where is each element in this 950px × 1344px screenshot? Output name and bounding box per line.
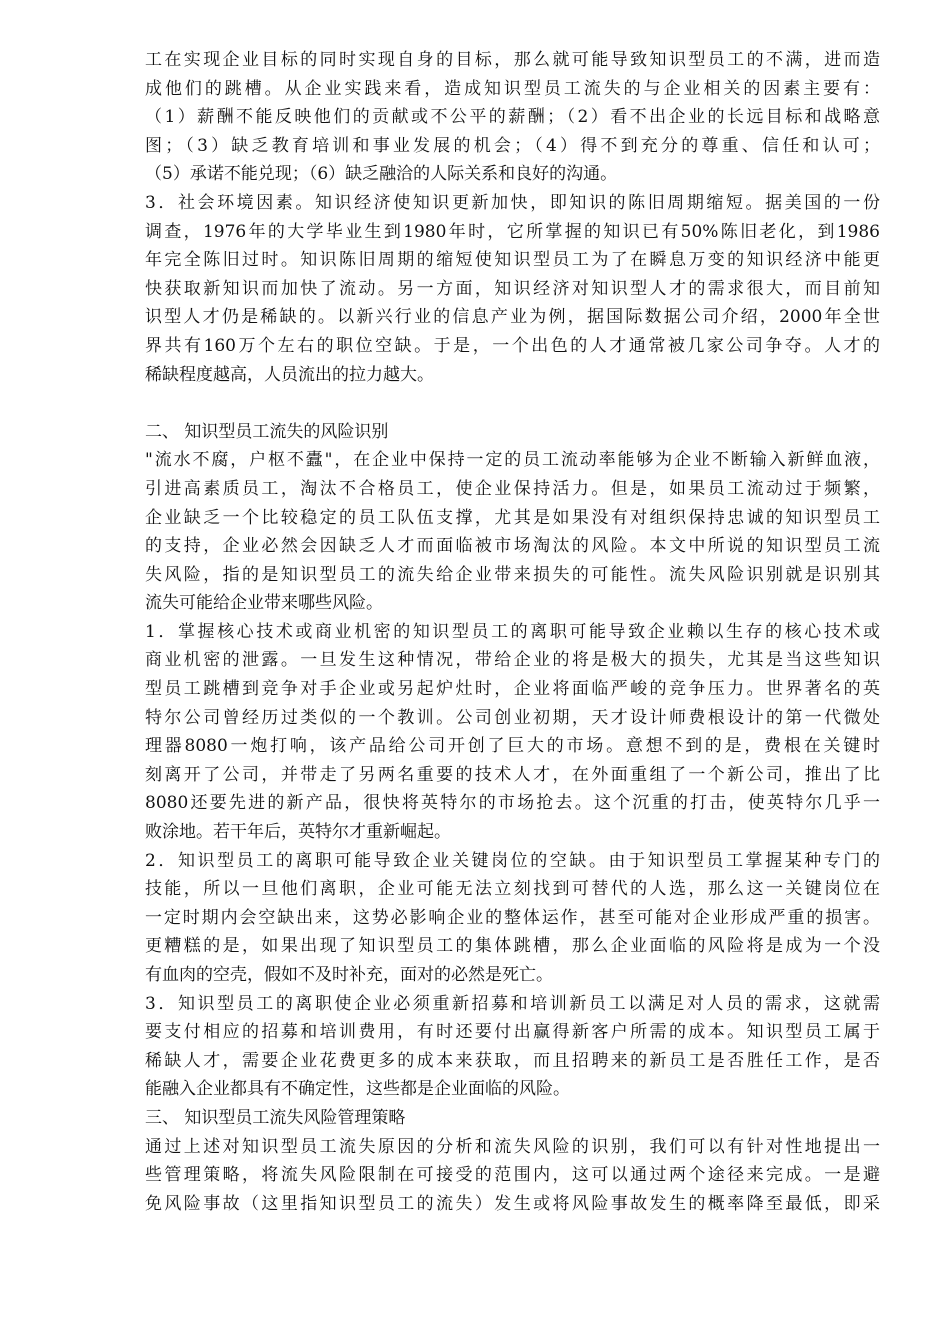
text-line: 稀缺程度越高，人员流出的拉力越大。 bbox=[145, 364, 434, 385]
text-line: 引进高素质员工，淘汰不合格员工，使企业保持活力。但是，如果员工流动过于频繁， bbox=[145, 478, 880, 499]
text-line: 刻离开了公司，并带走了另两名重要的技术人才，在外面重组了一个新公司，推出了比 bbox=[145, 764, 880, 785]
text-line: 型员工跳槽到竞争对手企业或另起炉灶时，企业将面临严峻的竞争压力。世界著名的英 bbox=[145, 679, 880, 700]
text-line: 识型人才仍是稀缺的。以新兴行业的信息产业为例，据国际数据公司介绍，2000年全世 bbox=[145, 307, 880, 328]
text-line: 界共有160万个左右的职位空缺。于是，一个出色的人才通常被几家公司争夺。人才的 bbox=[145, 335, 880, 356]
text-line: 8080还要先进的新产品，很快将英特尔的市场抢去。这个沉重的打击，使英特尔几乎一 bbox=[145, 793, 880, 814]
section-heading-risk-identification: 二、 知识型员工流失的风险识别 bbox=[145, 421, 389, 442]
paragraph-key-position-vacancy bbox=[145, 847, 880, 990]
text-line: 通过上述对知识型员工流失原因的分析和流失风险的识别，我们可以有针对性地提出一 bbox=[145, 1136, 880, 1157]
text-line: 企业缺乏一个比较稳定的员工队伍支撑，尤其是如果没有对组织保持忠诚的知识型员工 bbox=[145, 507, 880, 528]
text-line: 快获取新知识而加快了流动。另一方面，知识经济对知识型人才的需求很大，而目前知 bbox=[145, 278, 880, 299]
text-line: 有血肉的空壳，假如不及时补充，面对的必然是死亡。 bbox=[145, 965, 553, 985]
text-line: 技能，所以一旦他们离职，企业可能无法立刻找到可替代的人选，那么这一关键岗位在 bbox=[145, 879, 880, 900]
text-line: 调查，1976年的大学毕业生到1980年时，它所掌握的知识已有50%陈旧老化，到1986 bbox=[145, 221, 880, 242]
section-heading-risk-management: 三、 知识型员工流失风险管理策略 bbox=[145, 1107, 406, 1128]
text-line: 败涂地。若干年后，英特尔才重新崛起。 bbox=[145, 822, 451, 843]
paragraph-turnover-rate bbox=[145, 446, 880, 618]
text-line: 些管理策略，将流失风险限制在可接受的范围内，这可以通过两个途径来完成。一是避 bbox=[145, 1165, 880, 1186]
text-line: 失风险，指的是知识型员工的流失给企业带来损失的可能性。流失风险识别就是识别其 bbox=[145, 564, 880, 585]
paragraph-enterprise-factors bbox=[145, 46, 880, 189]
text-line: 2．知识型员工的离职可能导致企业关键岗位的空缺。由于知识型员工掌握某种专门的 bbox=[145, 850, 880, 871]
text-line: 商业机密的泄露。一旦发生这种情况，带给企业的将是极大的损失，尤其是当这些知识 bbox=[145, 650, 880, 671]
text-line: 一定时期内会空缺出来，这势必影响企业的整体运作，甚至可能对企业形成严重的损害。 bbox=[145, 907, 880, 928]
paragraph-social-environment bbox=[145, 189, 880, 389]
document-page bbox=[145, 46, 880, 1218]
text-line: 3．社会环境因素。知识经济使知识更新加快，即知识的陈旧周期缩短。据美国的一份 bbox=[145, 192, 880, 213]
text-line: 成他们的跳槽。从企业实践来看，造成知识型员工流失的与企业相关的因素主要有： bbox=[145, 78, 880, 99]
paragraph-recruitment-cost bbox=[145, 990, 880, 1104]
text-line: 特尔公司曾经历过类似的一个教训。公司创业初期，天才设计师费根设计的第一代微处 bbox=[145, 707, 880, 728]
text-line: 工在实现企业目标的同时实现自身的目标，那么就可能导致知识型员工的不满，进而造 bbox=[145, 50, 880, 70]
text-line: 更糟糕的是，如果出现了知识型员工的集体跳槽，那么企业面临的风险将是成为一个没 bbox=[145, 936, 880, 957]
text-line: 能融入企业都具有不确定性，这些都是企业面临的风险。 bbox=[145, 1079, 570, 1100]
text-line: 年完全陈旧过时。知识陈旧周期的缩短使知识型员工为了在瞬息万变的知识经济中能更 bbox=[145, 250, 880, 271]
text-line: 理器8080一炮打响，该产品给公司开创了巨大的市场。意想不到的是，费根在关键时 bbox=[145, 736, 880, 757]
text-line: 要支付相应的招募和培训费用，有时还要付出赢得新客户所需的成本。知识型员工属于 bbox=[145, 1022, 880, 1043]
text-line: 1．掌握核心技术或商业机密的知识型员工的离职可能导致企业赖以生存的核心技术或 bbox=[145, 621, 880, 642]
text-line: 图；（3）缺乏教育培训和事业发展的机会；（4）得不到充分的尊重、信任和认可； bbox=[145, 135, 880, 156]
text-line: 的支持，企业必然会因缺乏人才而面临被市场淘汰的风险。本文中所说的知识型员工流 bbox=[145, 536, 880, 557]
text-line: "流水不腐，户枢不蠹"，在企业中保持一定的员工流动率能够为企业不断输入新鲜血液， bbox=[145, 450, 880, 471]
text-line: （1）薪酬不能反映他们的贡献或不公平的薪酬；（2）看不出企业的长远目标和战略意 bbox=[145, 107, 880, 128]
text-line: 免风险事故（这里指知识型员工的流失）发生或将风险事故发生的概率降至最低，即采 bbox=[145, 1193, 880, 1214]
text-line: 稀缺人才，需要企业花费更多的成本来获取，而且招聘来的新员工是否胜任工作，是否 bbox=[145, 1050, 880, 1071]
paragraph-core-technology-leak bbox=[145, 618, 880, 847]
text-line: 3．知识型员工的离职使企业必须重新招募和培训新员工以满足对人员的需求，这就需 bbox=[145, 993, 880, 1014]
text-line: （5）承诺不能兑现；（6）缺乏融洽的人际关系和良好的沟通。 bbox=[145, 164, 618, 185]
text-line: 流失可能给企业带来哪些风险。 bbox=[145, 593, 383, 614]
blank-line bbox=[145, 389, 880, 418]
paragraph-management-strategy bbox=[145, 1133, 880, 1219]
